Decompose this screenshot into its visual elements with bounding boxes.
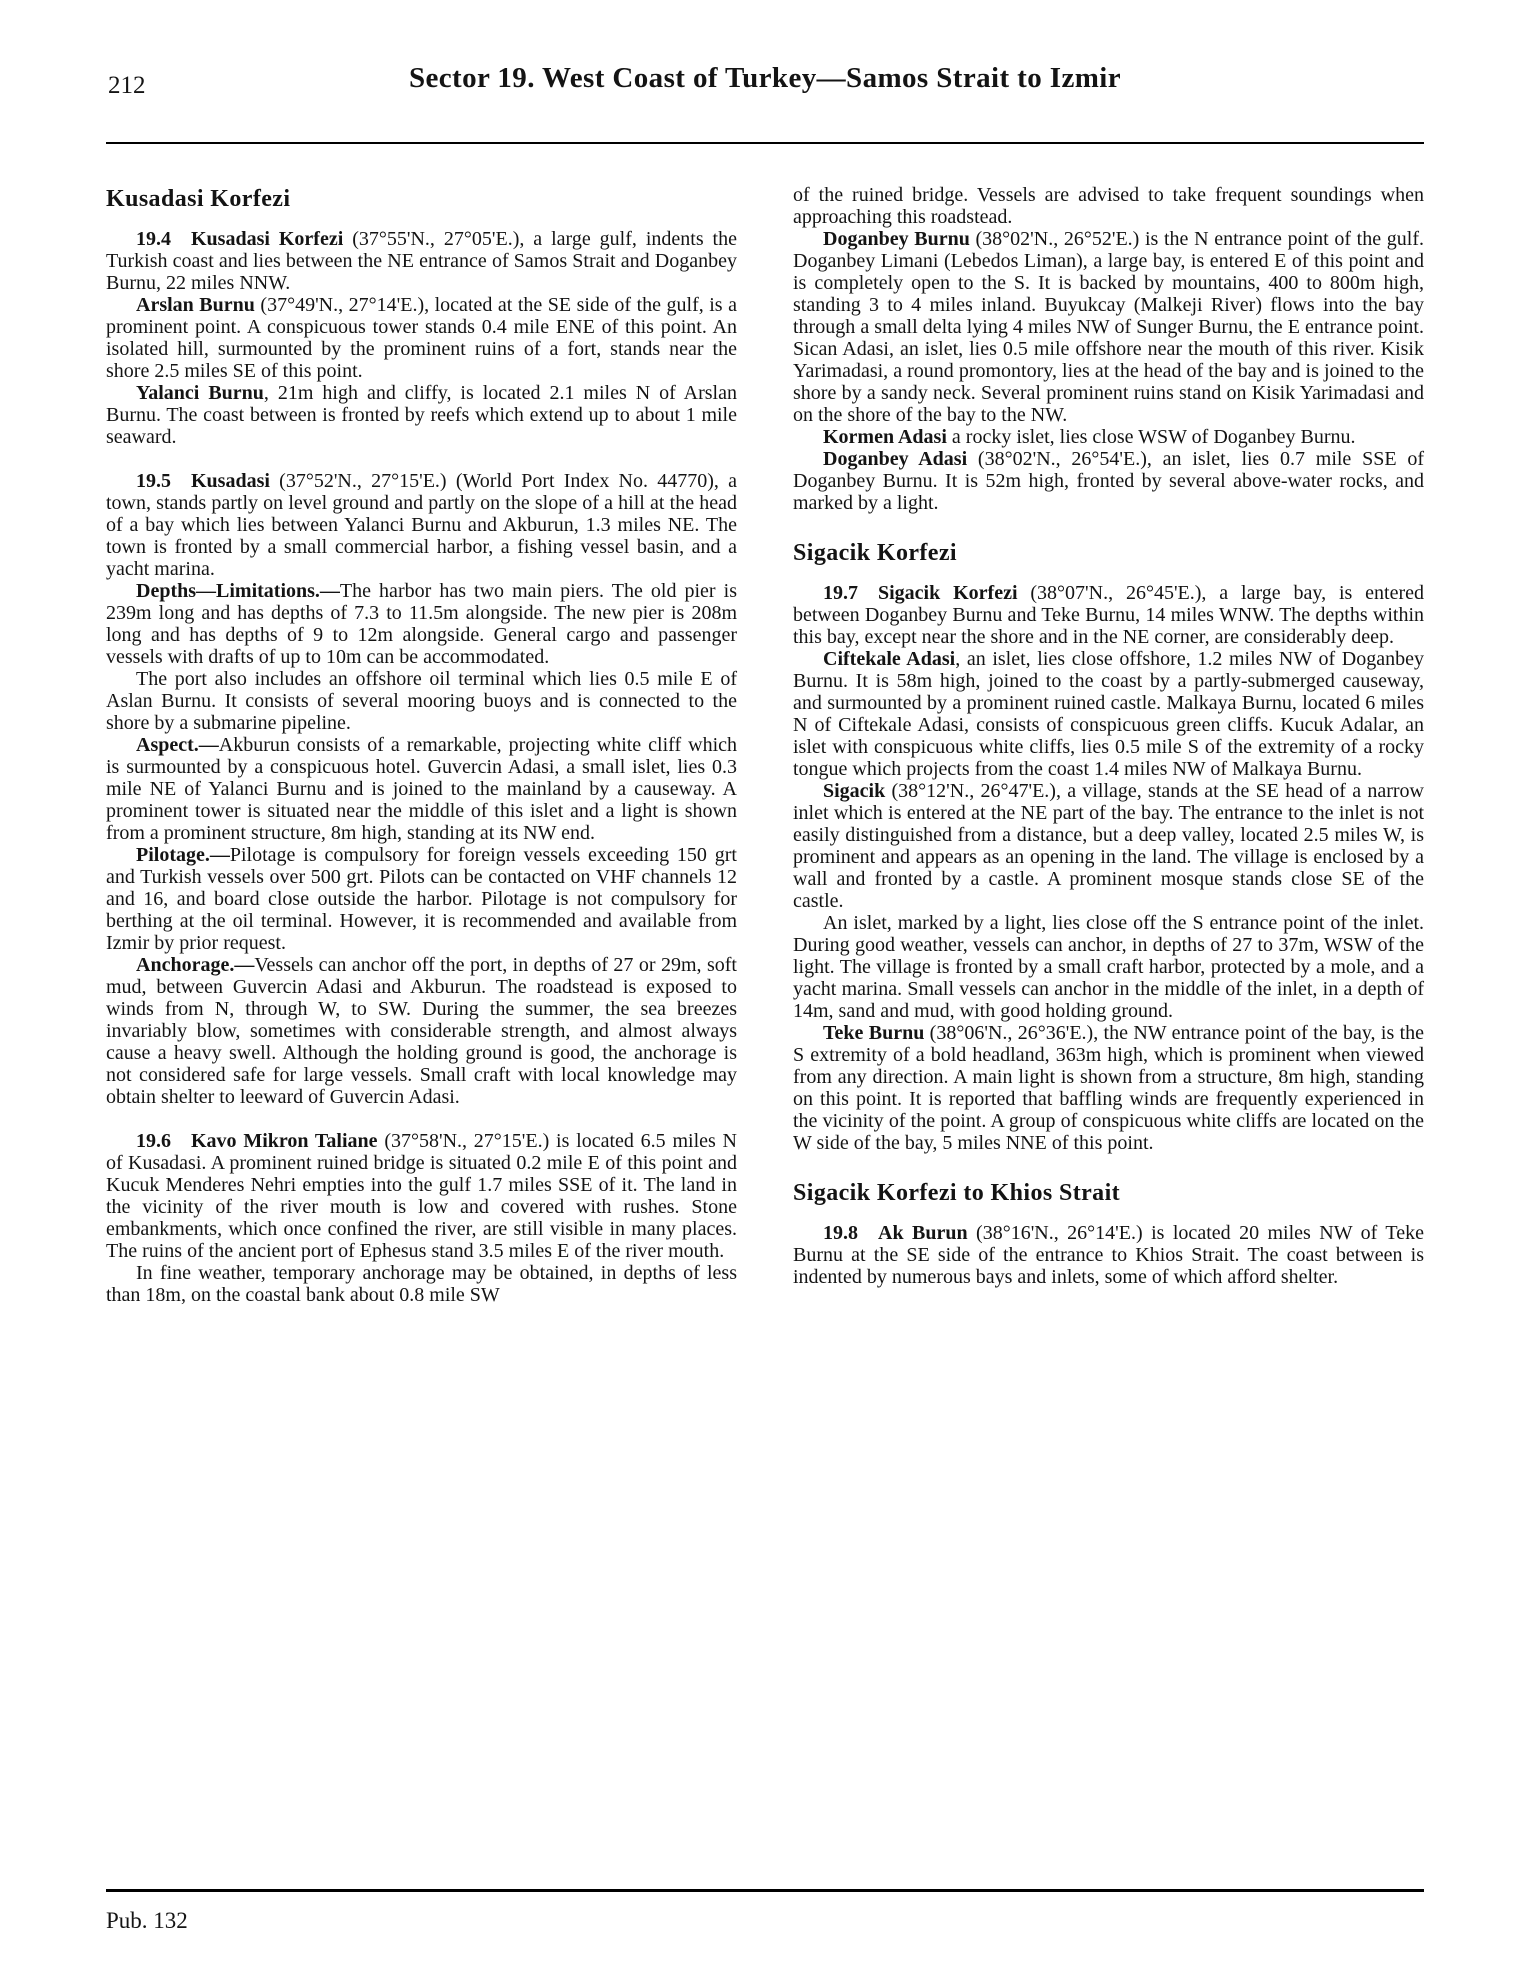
paragraph-text: , 21m high and cliffy, is located 2.1 miles N of Arslan Burnu. The coast between is fronted by reefs which extend up to about 1 mile seaward. [106, 382, 737, 448]
paragraph-lead: 19.8 Ak Burun [823, 1222, 968, 1244]
paragraph-lead: Yalanci Burnu [136, 382, 264, 404]
paragraph-lead: Teke Burnu [823, 1022, 925, 1044]
paragraph [793, 448, 1424, 514]
section-heading: Sigacik Korfezi to Khios Strait [793, 1180, 1121, 1206]
paragraph-text: An islet, marked by a light, lies close off the S entrance point of the inlet. During good weather, vessels can anchor, in depths of 27 to 37m, WSW of the light. The village is fronted by a small craft harbor, protected by a mole, and a yacht marina. Small vessels can anchor in the middle of the inlet, in a depth of 14m, sand and mud, with good holding ground. [793, 912, 1424, 1022]
paragraph [793, 1222, 1424, 1288]
paragraph-text: of the ruined bridge. Vessels are advised to take frequent soundings when approaching this roadstead. [793, 184, 1424, 228]
paragraph [106, 470, 737, 580]
paragraph-text: (37°52'N., 27°15'E.) (World Port Index No. 44770), a town, stands partly on level ground and partly on the slope of a hill at the head of a bay which lies between Yalanci Burnu and Akburun, 1.3 miles NE. The town is fronted by a small commercial harbor, a fishing vessel basin, and a yacht marina. [106, 470, 737, 580]
text-columns [106, 184, 1424, 1306]
paragraph [106, 1130, 737, 1262]
paragraph-lead: Depths—Limitations.— [136, 580, 340, 602]
paragraph [106, 580, 737, 668]
publication-label: Pub. 132 [106, 1908, 188, 1933]
paragraph [106, 228, 737, 294]
paragraph-text: Vessels can anchor off the port, in depths of 27 or 29m, soft mud, between Guvercin Adasi and Akburun. The roadstead is exposed to winds from N, through W, to SW. During the summer, the sea breezes invariably blow, sometimes with considerable strength, and almost always cause a heavy swell. Although the holding ground is good, the anchorage is not considered safe for large vessels. Small craft with local knowledge may obtain shelter to leeward of Guvercin Adasi. [106, 954, 737, 1108]
left-column [106, 184, 737, 1306]
section-heading: Kusadasi Korfezi [106, 186, 291, 212]
paragraph-lead: Pilotage.— [136, 844, 230, 866]
paragraph [106, 1262, 737, 1306]
paragraph-text: (38°02'N., 26°52'E.) is the N entrance point of the gulf. Doganbey Limani (Lebedos Liman), a large bay, is entered E of this point and is completely open to the S. It is backed by mountains, 400 to 800m high, standing 3 to 4 miles inland. Buyukcay (Malkeji River) flows into the bay through a small delta lying 4 miles NW of Sunger Burnu, the E entrance point. Sican Adasi, an islet, lies 0.5 mile offshore near the mouth of this river. Kisik Yarimadasi, a round promontory, lies at the head of the bay and is joined to the shore by a sandy neck. Several prominent ruins stand on Kisik Yarimadasi and on the shore of the bay to the NW. [793, 228, 1424, 426]
paragraph-lead: Doganbey Adasi [823, 448, 968, 470]
paragraph-text: In fine weather, temporary anchorage may be obtained, in depths of less than 18m, on the coastal bank about 0.8 mile SW [106, 1262, 737, 1306]
paragraph-lead: Ciftekale Adasi [823, 648, 956, 670]
paragraph [106, 954, 737, 1108]
paragraph [106, 668, 737, 734]
paragraph-text: a rocky islet, lies close WSW of Doganbey Burnu. [946, 426, 1356, 448]
paragraph [793, 184, 1424, 228]
right-column [793, 184, 1424, 1306]
paragraph-lead: 19.5 Kusadasi [136, 470, 270, 492]
paragraph-text: Akburun consists of a remarkable, projecting white cliff which is surmounted by a conspicuous hotel. Guvercin Adasi, a small islet, lies 0.3 mile NE of Yalanci Burnu and is joined to the mainland by a causeway. A prominent tower is situated near the middle of this islet and a light is shown from a prominent structure, 8m high, standing at its NW end. [106, 734, 737, 844]
paragraph-text: (38°16'N., 26°14'E.) is located 20 miles NW of Teke Burnu at the SE side of the entrance to Khios Strait. The coast between is indented by numerous bays and inlets, some of which afford shelter. [793, 1222, 1424, 1288]
page-number: 212 [108, 72, 146, 99]
page-title: Sector 19. West Coast of Turkey—Samos Strait to Izmir [408, 62, 1122, 94]
paragraph-text: (38°12'N., 26°47'E.), a village, stands at the SE head of a narrow inlet which is entered at the NE part of the bay. The entrance to the inlet is not easily distinguished from a distance, but a deep valley, located 2.5 miles W, is prominent and appears as an opening in the land. The village is enclosed by a wall and fronted by a castle. A prominent mosque stands close SE of the castle. [793, 780, 1424, 912]
paragraph-lead: 19.7 Sigacik Korfezi [823, 582, 1018, 604]
paragraph-lead: Doganbey Burnu [823, 228, 970, 250]
paragraph [106, 294, 737, 382]
paragraph [106, 844, 737, 954]
paragraph [793, 426, 1424, 448]
paragraph [793, 1022, 1424, 1154]
paragraph-text: (37°49'N., 27°14'E.), located at the SE side of the gulf, is a prominent point. A conspicuous tower stands 0.4 mile ENE of this point. An isolated hill, surmounted by the prominent ruins of a fort, stands near the shore 2.5 miles SE of this point. [106, 294, 737, 382]
header-rule [106, 142, 1424, 144]
paragraph-lead: 19.4 Kusadasi Korfezi [136, 228, 344, 250]
paragraph [793, 648, 1424, 780]
paragraph-text: (37°58'N., 27°15'E.) is located 6.5 miles N of Kusadasi. A prominent ruined bridge is situated 0.2 mile E of this point and Kucuk Menderes Nehri empties into the gulf 1.7 miles SSE of it. The land in the vicinity of the river mouth is low and covered with rushes. Stone embankments, which once confined the river, are still visible in many places. The ruins of the ancient port of Ephesus stand 3.5 miles E of the river mouth. [106, 1130, 737, 1262]
paragraph [793, 912, 1424, 1022]
page-footer [106, 1889, 1424, 1934]
paragraph-text: The port also includes an offshore oil terminal which lies 0.5 mile E of Aslan Burnu. It consists of several mooring buoys and is connected to the shore by a submarine pipeline. [106, 668, 737, 734]
paragraph-lead: Kormen Adasi [823, 426, 947, 448]
paragraph-lead: Anchorage.— [136, 954, 255, 976]
paragraph-text: (37°55'N., 27°05'E.), a large gulf, indents the Turkish coast and lies between the NE entrance of Samos Strait and Doganbey Burnu, 22 miles NNW. [106, 228, 737, 294]
paragraph [106, 734, 737, 844]
paragraph [793, 228, 1424, 426]
paragraph [793, 582, 1424, 648]
paragraph-text: (38°06'N., 26°36'E.), the NW entrance point of the bay, is the S extremity of a bold headland, 363m high, which is prominent when viewed from any direction. A main light is shown from a structure, 8m high, standing on this point. It is reported that baffling winds are frequently experienced in the vicinity of the point. A group of conspicuous white cliffs are located on the W side of the bay, 5 miles NNE of this point. [793, 1022, 1425, 1154]
paragraph-text: Pilotage is compulsory for foreign vessels exceeding 150 grt and Turkish vessels over 500 grt. Pilots can be contacted on VHF channels 12 and 16, and board close outside the harbor. Pilotage is not compulsory for berthing at the oil terminal. However, it is recommended and available from Izmir by prior request. [106, 844, 737, 954]
paragraph-text: , an islet, lies close offshore, 1.2 miles NW of Doganbey Burnu. It is 58m high, joined to the coast by a partly-submerged causeway, and surmounted by a prominent ruined castle. Malkaya Burnu, located 6 miles N of Ciftekale Adasi, consists of conspicuous green cliffs. Kucuk Adalar, an islet with conspicuous white cliffs, lies 0.5 mile S of the extremity of a rocky tongue which projects from the coast 1.4 miles NW of Malkaya Burnu. [793, 648, 1424, 780]
paragraph-lead: Sigacik [823, 780, 886, 802]
paragraph-lead: Aspect.— [136, 734, 219, 756]
paragraph [106, 382, 737, 448]
paragraph-lead: Arslan Burnu [136, 294, 255, 316]
paragraph-text: The harbor has two main piers. The old pier is 239m long and has depths of 7.3 to 11.5m alongside. The new pier is 208m long and has depths of 9 to 12m alongside. General cargo and passenger vessels with drafts of up to 10m can be accommodated. [106, 580, 737, 668]
section-heading: Sigacik Korfezi [793, 540, 957, 566]
page-header [106, 62, 1424, 112]
paragraph-lead: 19.6 Kavo Mikron Taliane [136, 1130, 378, 1152]
paragraph-text: (38°07'N., 26°45'E.), a large bay, is entered between Doganbey Burnu and Teke Burnu, 14 miles WNW. The depths within this bay, except near the shore and in the NE corner, are considerably deep. [793, 582, 1425, 648]
paragraph-text: (38°02'N., 26°54'E.), an islet, lies 0.7 mile SSE of Doganbey Burnu. It is 52m high, fronted by several above-water rocks, and marked by a light. [793, 448, 1424, 514]
paragraph [793, 780, 1424, 912]
